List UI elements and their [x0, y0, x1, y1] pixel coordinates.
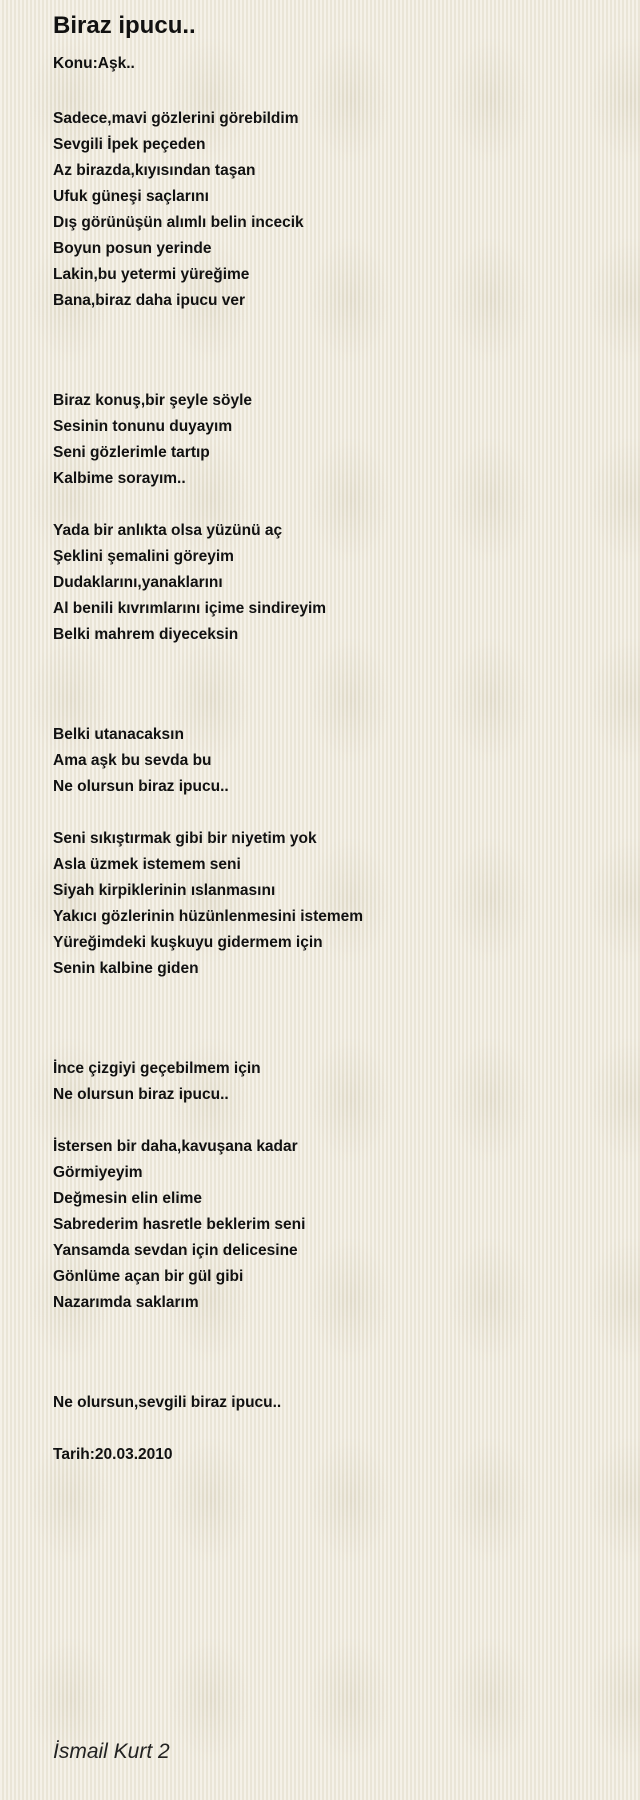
section-gap — [53, 1316, 613, 1390]
poem-line: Belki utanacaksın — [53, 726, 184, 743]
poem-line: Senin kalbine giden — [53, 960, 199, 977]
poem-line: Şeklini şemalini göreyim — [53, 548, 234, 565]
poem-line: Ne olursun biraz ipucu.. — [53, 1086, 229, 1103]
poem-line: Al benili kıvrımlarını içime sindireyim — [53, 600, 327, 617]
poem-line: Lakin,bu yetermi yüreğime — [53, 266, 250, 283]
stanza — [53, 1056, 613, 1108]
poem-line: Bana,biraz daha ipucu ver — [53, 292, 246, 309]
poem-title: Biraz ipucu.. — [53, 12, 196, 39]
poem-line: Gönlüme açan bir gül gibi — [53, 1268, 244, 1285]
section-gap — [53, 982, 613, 1056]
poem-line: Yansamda sevdan için delicesine — [53, 1242, 298, 1259]
stanza-break — [53, 1108, 613, 1134]
poem-line: Yada bir anlıkta olsa yüzünü aç — [53, 522, 283, 539]
stanza — [53, 388, 613, 492]
poem-date: Tarih:20.03.2010 — [53, 1446, 173, 1463]
poem-line: Ama aşk bu sevda bu — [53, 752, 212, 769]
poem-line: Seni gözlerimle tartıp — [53, 444, 210, 461]
poem-line: Yakıcı gözlerinin hüzünlenmesini istemem — [53, 908, 364, 925]
stanza — [53, 1390, 613, 1416]
poem-line: Sadece,mavi gözlerini görebildim — [53, 110, 299, 127]
poem-line: Siyah kirpiklerinin ıslanmasını — [53, 882, 276, 899]
author-name[interactable]: İsmail Kurt 2 — [53, 1740, 170, 1763]
poem-line: Ne olursun,sevgili biraz ipucu.. — [53, 1394, 282, 1411]
stanza — [53, 722, 613, 800]
poem-line: Değmesin elin elime — [53, 1190, 203, 1207]
poem-line: Ufuk güneşi saçlarını — [53, 188, 209, 205]
poem-line: İstersen bir daha,kavuşana kadar — [53, 1138, 298, 1155]
poem-topic: Konu:Aşk.. — [53, 55, 135, 72]
poem-line: Boyun posun yerinde — [53, 240, 212, 257]
stanza — [53, 518, 613, 648]
stanza — [53, 826, 613, 982]
poem-line: Ne olursun biraz ipucu.. — [53, 778, 229, 795]
poem-line: Sesinin tonunu duyayım — [53, 418, 233, 435]
section-gap — [53, 314, 613, 388]
poem-line: Sabrederim hasretle beklerim seni — [53, 1216, 306, 1233]
poem-line: Dudaklarını,yanaklarını — [53, 574, 223, 591]
poem-line: Dış görünüşün alımlı belin incecik — [53, 214, 304, 231]
poem-line: Yüreğimdeki kuşkuyu gidermem için — [53, 934, 323, 951]
poem-line: Görmiyeyim — [53, 1164, 143, 1181]
poem-line: İnce çizgiyi geçebilmem için — [53, 1060, 261, 1077]
stanza-break — [53, 1416, 613, 1442]
poem-line: Biraz konuş,bir şeyle söyle — [53, 392, 253, 409]
stanza — [53, 106, 613, 314]
poem-date-block — [53, 1442, 613, 1468]
stanza-break — [53, 800, 613, 826]
stanza — [53, 1134, 613, 1316]
poem-line: Belki mahrem diyeceksin — [53, 626, 239, 643]
poem-line: Kalbime sorayım.. — [53, 470, 186, 487]
poem-line: Nazarımda saklarım — [53, 1294, 199, 1311]
poem-line: Az birazda,kıyısından taşan — [53, 162, 256, 179]
poem-body — [53, 106, 613, 1468]
poem-line: Sevgili İpek peçeden — [53, 136, 206, 153]
section-gap — [53, 648, 613, 722]
poem-line: Asla üzmek istemem seni — [53, 856, 241, 873]
poem-line: Seni sıkıştırmak gibi bir niyetim yok — [53, 830, 317, 847]
stanza-break — [53, 492, 613, 518]
